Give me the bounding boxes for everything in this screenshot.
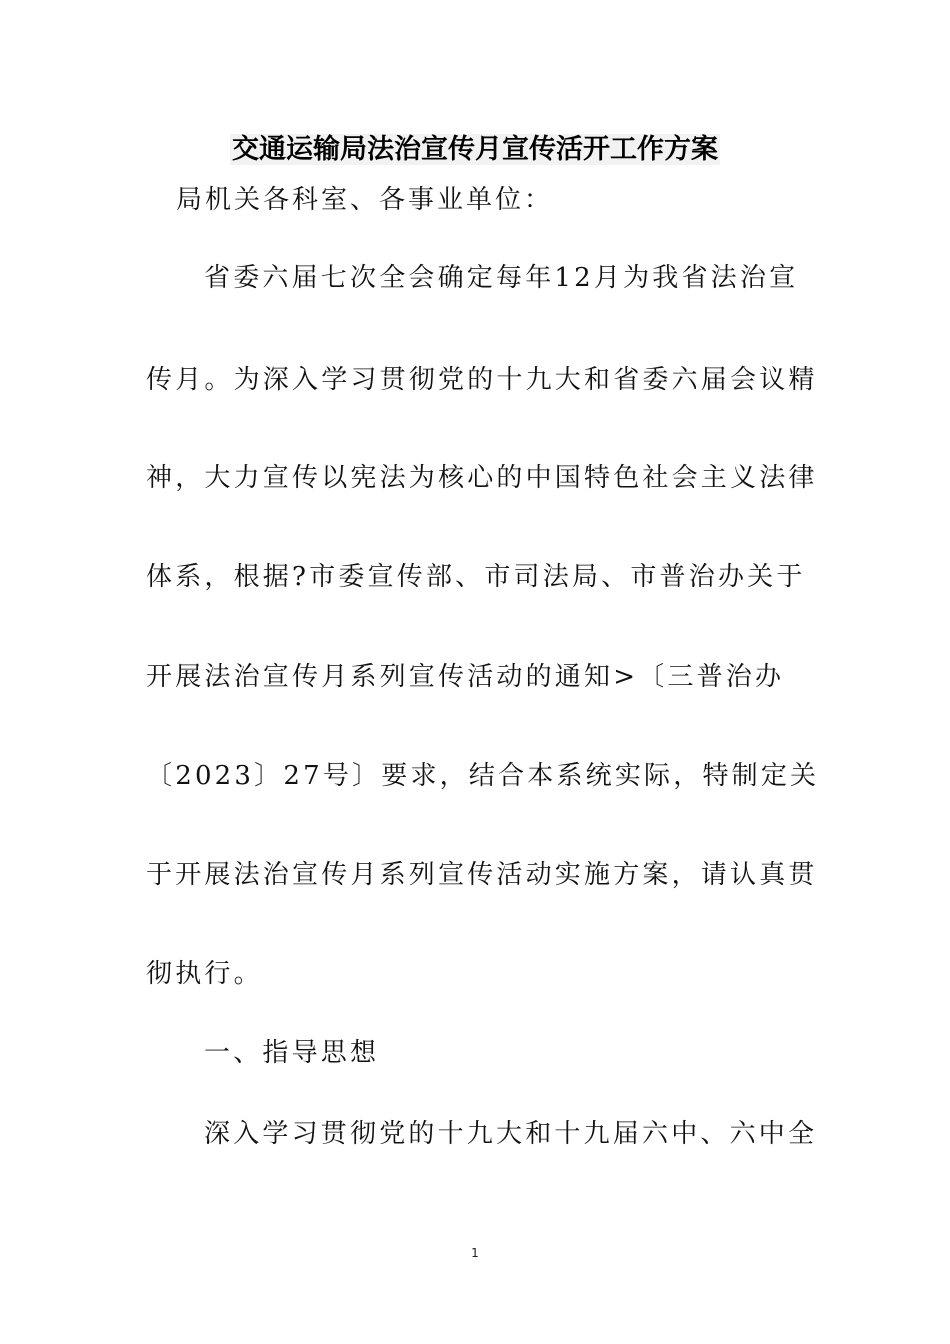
paragraph-line: 于开展法治宣传月系列宣传活动实施方案，请认真贯 [146, 860, 818, 890]
paragraph-line: 深入学习贯彻党的十九大和十九届六中、六中全 [204, 1119, 818, 1149]
paragraph-line: 体系，根据?市委宣传部、市司法局、市普治办关于 [146, 562, 806, 592]
salutation: 局机关各科室、各事业单位： [176, 185, 554, 215]
paragraph-line: 传月。为深入学习贯彻党的十九大和省委六届会议精 [146, 365, 818, 395]
paragraph-line: 神，大力宣传以宪法为核心的中国特色社会主义法律 [146, 463, 818, 493]
paragraph-line: 省委六届七次全会确定每年12月为我省法治宣 [204, 263, 799, 293]
paragraph-line: 〔2023〕27号〕要求，结合本系统实际，特制定关 [146, 761, 820, 791]
document-title-text: 交通运输局法治宣传月宣传活开工作方案 [232, 134, 718, 165]
paragraph-line: 开展法治宣传月系列宣传活动的通知>〔三普治办 [146, 662, 785, 692]
document-title [0, 130, 950, 170]
page-number: 1 [471, 1246, 479, 1260]
paragraph-line: 彻执行。 [146, 959, 263, 989]
section-heading: 一、指导思想 [204, 1038, 380, 1068]
